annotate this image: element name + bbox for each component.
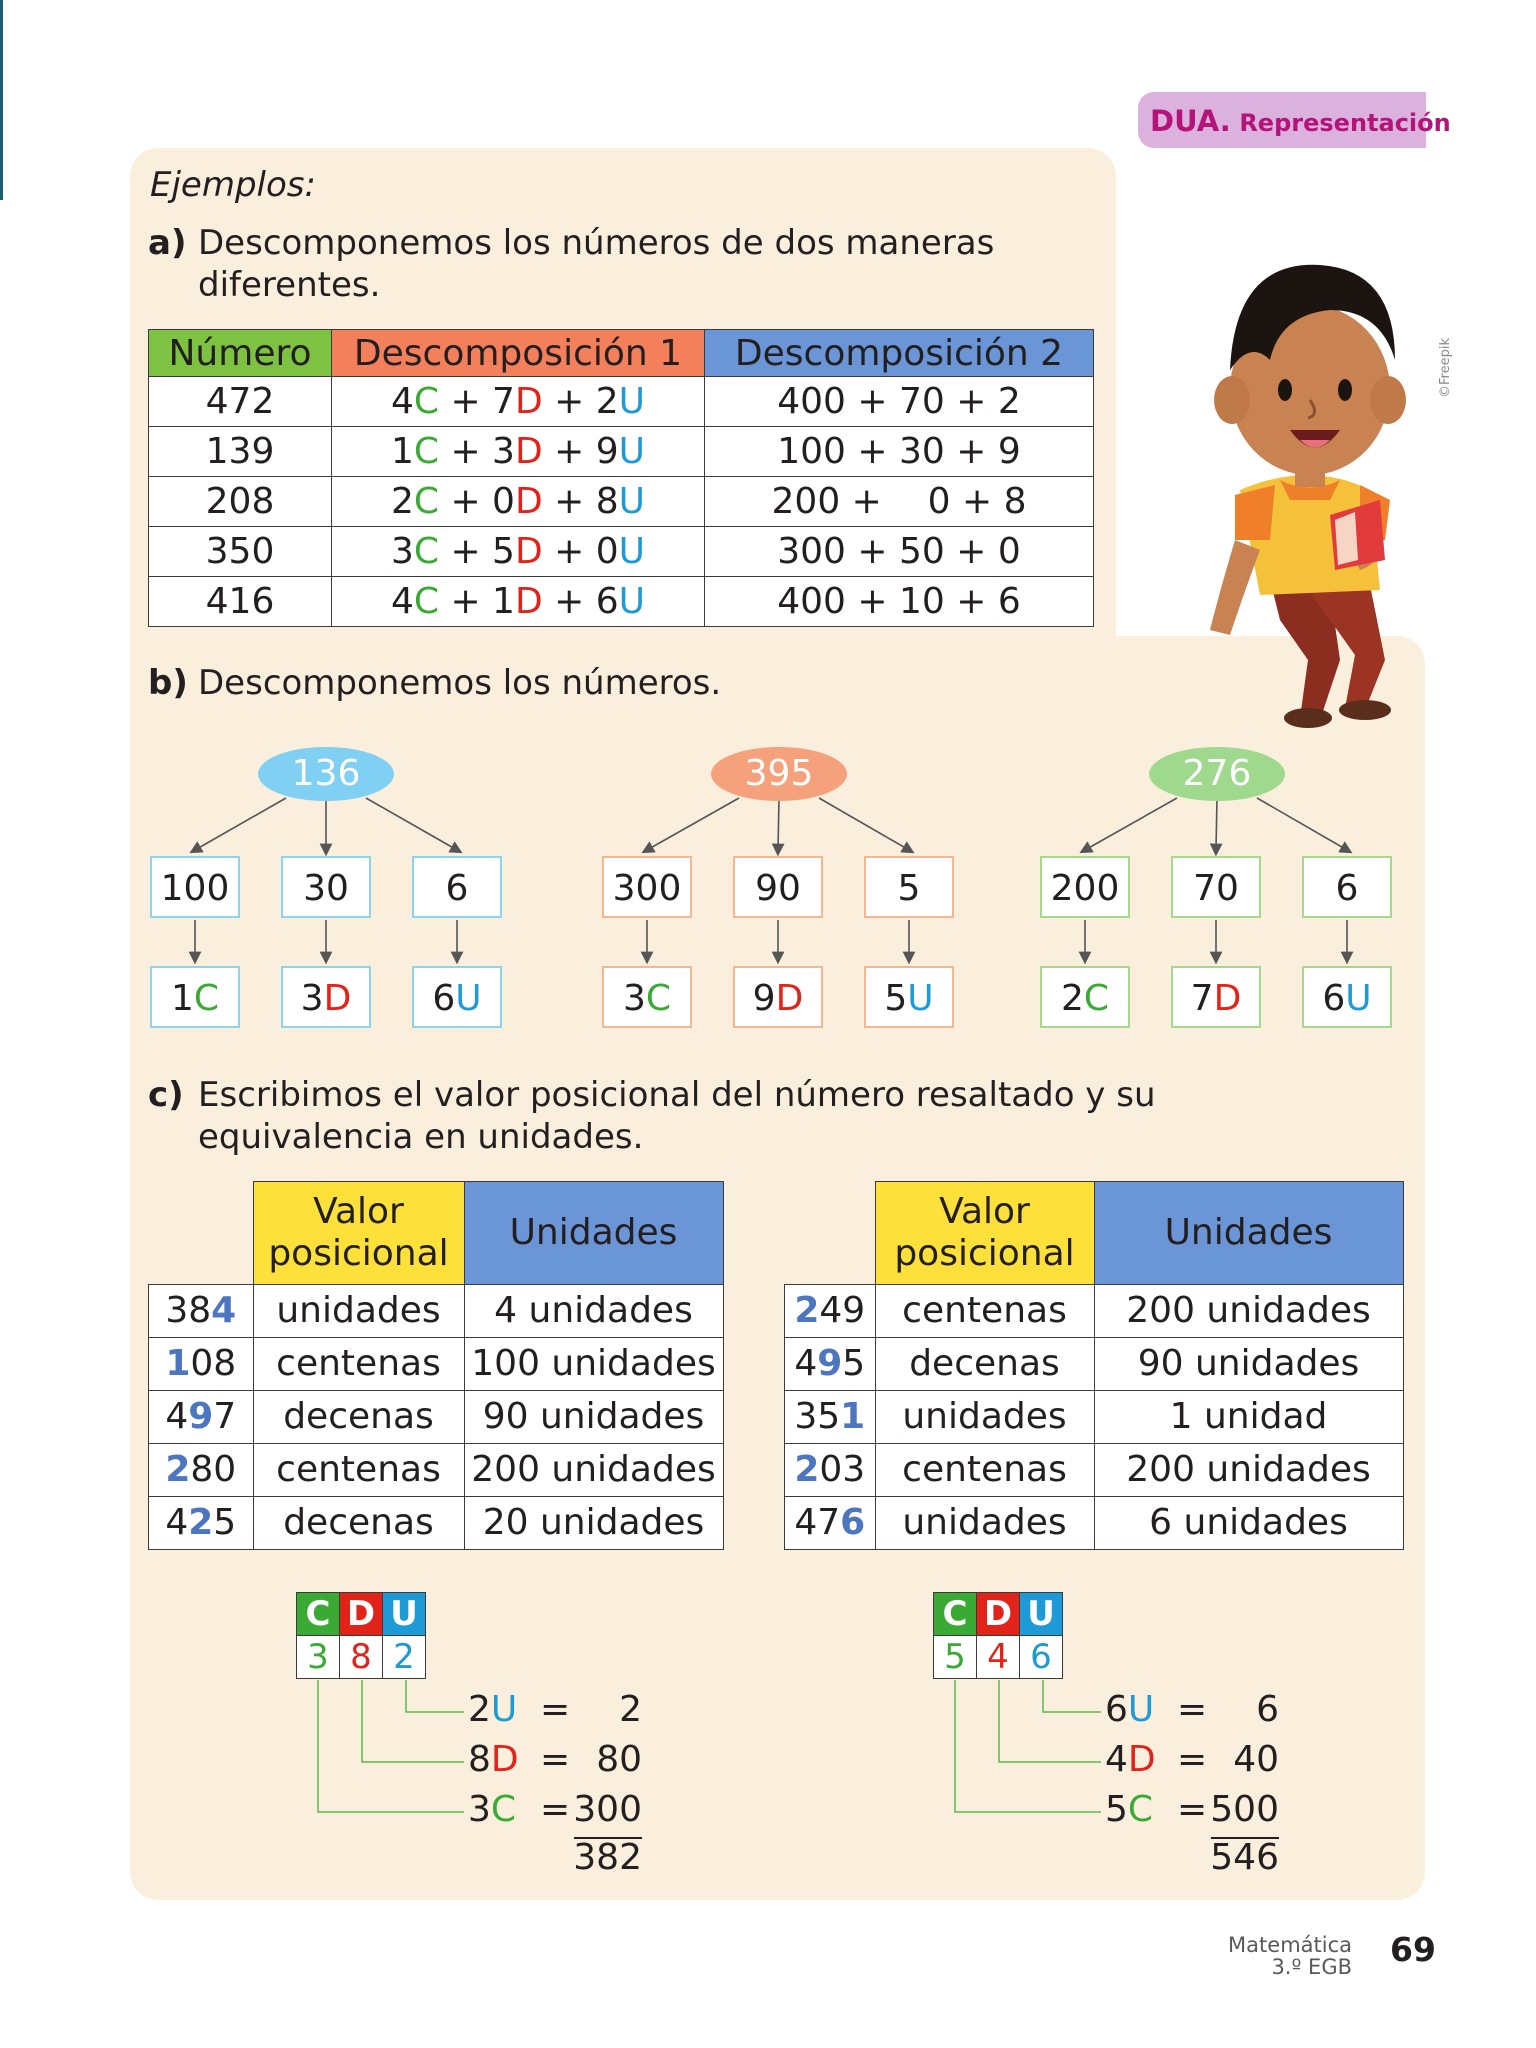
digit-text: 3 [390,531,414,572]
place-letter: C [413,531,439,572]
cell-valor-posicional: decenas [875,1337,1094,1390]
tree-part-box: 90 [733,856,823,918]
sum-total: 382 [573,1837,642,1878]
dua-representacion: Representación [1239,109,1451,137]
cdu-header: C [934,1593,977,1636]
highlighted-digit: 2 [794,1449,820,1490]
sum-total: 546 [1210,1837,1279,1878]
eq-letter: C [490,1789,517,1830]
tree-part-box: 5 [864,856,954,918]
eq-value: 80 [596,1739,642,1780]
place-letter: C [413,431,439,472]
digit-text: 4 [165,1502,189,1543]
header-descomposicion-2: Descomposición 2 [705,330,1094,377]
eq-digit: 4 [1105,1739,1128,1780]
image-credit: ©Freepik [1438,338,1453,398]
tree-root-oval: 276 [1149,747,1285,801]
cell-unidades: 6 unidades [1094,1496,1403,1549]
highlighted-digit: 4 [211,1290,237,1331]
cell-valor-posicional: decenas [253,1390,464,1443]
cdu-digit: 5 [934,1636,977,1679]
boy-reading-illustration [1180,240,1440,740]
highlighted-digit: 9 [188,1396,214,1437]
cell-unidades: 1 unidad [1094,1390,1403,1443]
equals-sign: = [540,1789,571,1830]
place-letter: U [618,531,646,572]
digit-text: 2 [390,481,414,522]
cdu-digit: 6 [1020,1636,1063,1679]
cell-unidades: 4 unidades [464,1284,723,1337]
place-letter: D [514,381,543,422]
connector-line [1043,1680,1101,1712]
place-letter: C [413,481,439,522]
digit-text: + 2 [542,381,619,422]
highlighted-digit: 6 [840,1502,866,1543]
digit-text: 5 [213,1502,237,1543]
cell-unidades: 200 unidades [464,1443,723,1496]
digit-text: 03 [819,1449,866,1490]
digit-text: 7 [213,1396,237,1437]
digit-text: 80 [190,1449,237,1490]
section-c-marker: c) [148,1075,184,1115]
page-number: 69 [1390,1930,1436,1969]
place-digit: 3 [300,978,324,1019]
tree-part-box: 100 [150,856,240,918]
tree-part-box: 30 [281,856,371,918]
cell-unidades: 100 unidades [464,1337,723,1390]
highlighted-digit: 2 [794,1290,820,1331]
digit-text: + 0 [439,481,515,522]
digit-text: 47 [794,1502,841,1543]
highlighted-digit: 1 [840,1396,866,1437]
tree-part-box: 70 [1171,856,1261,918]
highlighted-digit: 2 [165,1449,191,1490]
header-descomposicion-1: Descomposición 1 [332,330,705,377]
place-digit: 7 [1190,978,1214,1019]
tree-part-box: 300 [602,856,692,918]
cell-descomposicion-2: 400 + 10 + 6 [705,577,1094,627]
eq-digit: 8 [468,1739,491,1780]
cell-unidades: 90 unidades [464,1390,723,1443]
digit-text: 4 [390,381,414,422]
equivalence-line [1105,1788,1153,1832]
digit-text: 38 [165,1290,212,1331]
header-valor: Valor [939,1190,1030,1232]
cdu-header: U [383,1593,426,1636]
eq-value: 500 [1210,1789,1279,1830]
section-b-marker: b) [148,663,188,703]
cdu-digit: 3 [297,1636,340,1679]
cell-unidades: 20 unidades [464,1496,723,1549]
cell-numero: 350 [149,527,332,577]
cell-numero: 416 [149,577,332,627]
equivalence-line [1105,1738,1156,1782]
place-digit: 6 [1322,978,1346,1019]
equals-sign: = [540,1689,571,1730]
cell-descomposicion-2: 400 + 70 + 2 [705,377,1094,427]
cdu-header: D [977,1593,1020,1636]
header-unidades: Unidades [464,1182,723,1285]
tree-part-box: 6 [1302,856,1392,918]
place-letter: D [775,978,804,1019]
digit-text: 4 [794,1343,818,1384]
eq-letter: D [490,1739,519,1780]
digit-text: + 5 [439,531,515,572]
header-valor: Valor [313,1190,404,1232]
digit-text: 49 [819,1290,866,1331]
eq-digit: 5 [1105,1789,1128,1830]
cdu-digit: 4 [977,1636,1020,1679]
digit-text: 5 [842,1343,866,1384]
cell-valor-posicional: decenas [253,1496,464,1549]
digit-text: + 8 [542,481,619,522]
digit-text: + 9 [542,431,619,472]
equals-sign: = [1177,1689,1208,1730]
cell-descomposicion-2: 100 + 30 + 9 [705,427,1094,477]
eq-letter: D [1127,1739,1156,1780]
place-letter: U [455,978,482,1019]
digit-text: + 1 [439,581,515,622]
tree-part-box: 200 [1040,856,1130,918]
place-letter: U [907,978,934,1019]
cell-unidades: 90 unidades [1094,1337,1403,1390]
place-digit: 1 [170,978,194,1019]
highlighted-digit: 2 [188,1502,214,1543]
equivalence-line [1105,1688,1154,1732]
place-letter: U [618,481,646,522]
digit-text: 4 [165,1396,189,1437]
digit-text: 35 [794,1396,841,1437]
eq-value: 300 [573,1789,642,1830]
digit-text: + 6 [542,581,619,622]
place-letter: C [413,381,439,422]
place-letter: C [645,978,672,1019]
cell-valor-posicional: centenas [253,1337,464,1390]
eq-digit: 6 [1105,1689,1128,1730]
cell-numero: 208 [149,477,332,527]
cell-unidades: 200 unidades [1094,1284,1403,1337]
eq-letter: C [1127,1789,1154,1830]
equals-sign: = [1177,1789,1208,1830]
eq-digit: 3 [468,1789,491,1830]
equals-sign: = [1177,1739,1208,1780]
place-letter: U [1345,978,1372,1019]
digit-text: + 7 [439,381,515,422]
place-letter: U [618,581,646,622]
cdu-header: C [297,1593,340,1636]
section-a-line2: diferentes. [198,265,381,305]
header-numero: Número [149,330,332,377]
cell-numero: 139 [149,427,332,477]
cell-descomposicion-2: 200 + 0 + 8 [705,477,1094,527]
place-letter: C [1083,978,1110,1019]
place-digit: 5 [884,978,908,1019]
place-letter: D [514,531,543,572]
section-c-line1: Escribimos el valor posicional del número resaltado y su [198,1075,1156,1115]
cell-numero: 472 [149,377,332,427]
footer-subject [1196,1934,1352,1978]
eq-value: 2 [619,1689,642,1730]
header-posicional: posicional [268,1232,449,1274]
section-a-line1: Descomponemos los números de dos maneras [198,223,995,263]
highlighted-digit: 1 [165,1343,191,1384]
connector-line [999,1680,1101,1762]
equals-sign: = [540,1739,571,1780]
place-letter: U [618,431,646,472]
digit-text: + 0 [542,531,619,572]
cell-valor-posicional: unidades [875,1390,1094,1443]
footer-subject-text: Matemática [1228,1933,1352,1957]
cell-valor-posicional: centenas [253,1443,464,1496]
eq-letter: U [1127,1689,1155,1730]
digit-text: + 3 [439,431,515,472]
cdu-digit: 8 [340,1636,383,1679]
eq-letter: U [490,1689,518,1730]
tree-root-oval: 136 [258,747,394,801]
place-digit: 9 [752,978,776,1019]
footer-grade-text: 3.º EGB [1271,1955,1352,1979]
cell-valor-posicional: unidades [875,1496,1094,1549]
tree-part-box: 6 [412,856,502,918]
cell-descomposicion-2: 300 + 50 + 0 [705,527,1094,577]
place-letter: D [514,431,543,472]
tree-root-oval: 395 [711,747,847,801]
eq-value: 40 [1233,1739,1279,1780]
header-posicional: posicional [894,1232,1075,1274]
ejemplos-heading: Ejemplos: [150,165,316,205]
highlighted-digit: 9 [817,1343,843,1384]
place-digit: 3 [622,978,646,1019]
place-letter: D [514,481,543,522]
section-a-marker: a) [148,223,187,263]
section-b-text: Descomponemos los números. [198,663,722,703]
cell-unidades: 200 unidades [1094,1443,1403,1496]
place-letter: C [413,581,439,622]
cdu-header: U [1020,1593,1063,1636]
eq-value: 6 [1256,1689,1279,1730]
cdu-header: D [340,1593,383,1636]
place-letter: C [193,978,220,1019]
place-letter: D [1213,978,1242,1019]
cell-valor-posicional: centenas [875,1443,1094,1496]
place-digit: 2 [1060,978,1084,1019]
cell-valor-posicional: unidades [253,1284,464,1337]
place-letter: D [514,581,543,622]
digit-text: 1 [390,431,414,472]
header-unidades: Unidades [1094,1182,1403,1285]
place-digit: 6 [432,978,456,1019]
section-c-line2: equivalencia en unidades. [198,1117,644,1157]
cdu-digit: 2 [383,1636,426,1679]
place-letter: D [323,978,352,1019]
digit-text: 4 [390,581,414,622]
place-letter: U [618,381,646,422]
dua-prefix: DUA. [1150,104,1231,138]
digit-text: 08 [190,1343,237,1384]
eq-digit: 2 [468,1689,491,1730]
connector-line [955,1680,1101,1812]
cell-valor-posicional: centenas [875,1284,1094,1337]
